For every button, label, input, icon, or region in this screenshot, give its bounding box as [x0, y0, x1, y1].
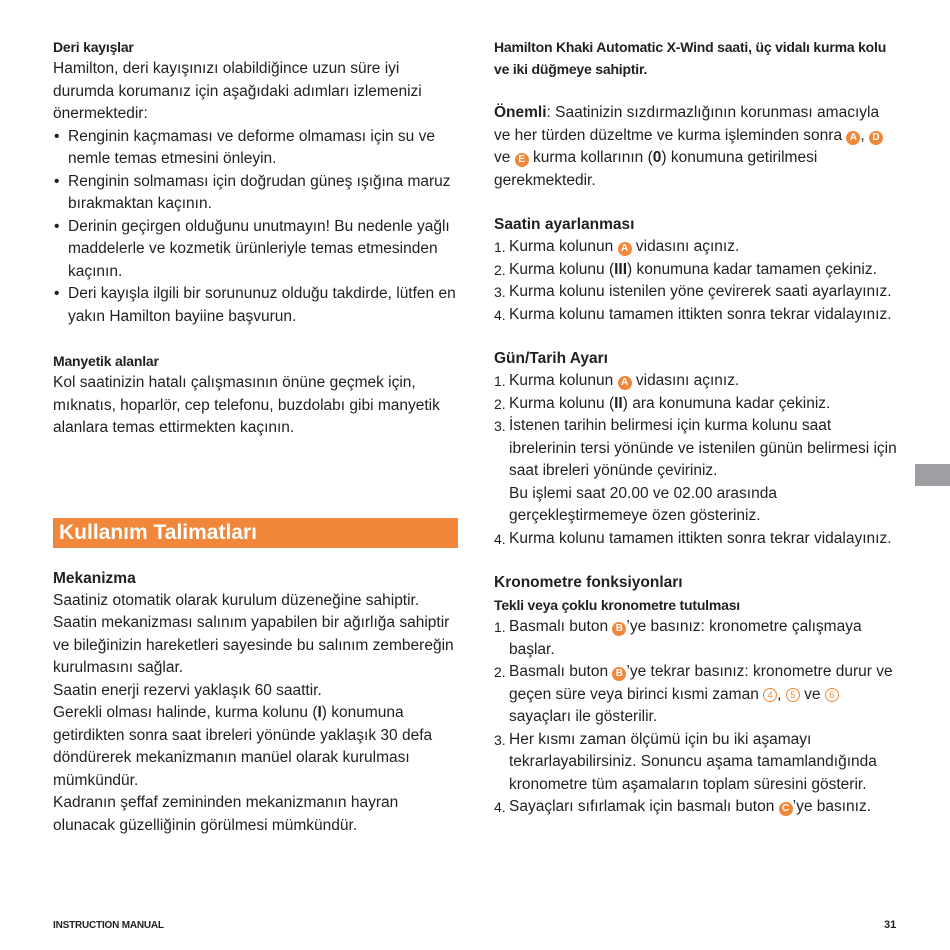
- list-item: 3. Her kısmı zaman ölçümü için bu iki aşamayı tekrarlayabilirsiniz. Sonuncu aşama tamamlandığında kronometre tüm aşamaların toplam süresini gösterir.: [494, 730, 877, 793]
- list-item: 3. Kurma kolunu istenilen yöne çevirerek saati ayarlayınız.: [494, 283, 892, 300]
- time-setting-steps: [494, 236, 899, 326]
- list-item: • Renginin solmaması için doğrudan güneş ışığına maruz bırakmaktan kaçının.: [53, 171, 458, 216]
- list-item: 1. Kurma kolunun A vidasını açınız.: [494, 372, 740, 389]
- list-item: • Deri kayışla ilgili bir sorununuz olduğu takdirde, lütfen en yakın Hamilton bayiine başvurun.: [53, 283, 458, 328]
- leather-bullet-list: [53, 126, 458, 329]
- footer-manual-label: INSTRUCTION MANUAL: [53, 920, 164, 931]
- list-item: • Derinin geçirgen olduğunu unutmayın! Bu nedenle yağlı maddelerle ve kozmetik ürünleriyle temas etmesinden kaçının.: [53, 216, 458, 284]
- list-item: 4. Kurma kolunu tamamen ittikten sonra tekrar vidalayınız.: [494, 529, 892, 547]
- magnetic-fields-text: Kol saatinizin hatalı çalışmasının önüne geçmek için, mıknatıs, hoparlör, cep telefonu, buzdolabı gibi manyetik alanlara temas ettirmekten kaçının.: [53, 374, 440, 436]
- crown-d-icon: D: [869, 131, 883, 145]
- date-setting-steps: [494, 370, 899, 550]
- list-item: 4. Kurma kolunu tamamen ittikten sonra tekrar vidalayınız.: [494, 305, 892, 323]
- counter-4-icon: 4: [763, 688, 777, 702]
- manual-winding-paragraph: Gerekli olması halinde, kurma kolunu (I) konumuna getirdikten sonra saat ibreleri yönünde yaklaşık 30 defa döndürerek mekanizmanın manüel olarak kurulması mümkündür.: [53, 704, 433, 789]
- chronograph-heading: Kronometre fonksiyonları: [494, 574, 683, 591]
- pusher-b-icon: B: [612, 667, 626, 681]
- counter-6-icon: 6: [825, 688, 839, 702]
- list-item: 2. Kurma kolunu (III) konumuna kadar tamamen çekiniz.: [494, 260, 877, 278]
- chronograph-subheading: Tekli veya çoklu kronometre tutulması: [494, 597, 740, 613]
- list-item: 1. Kurma kolunun A vidasını açınız.: [494, 238, 740, 255]
- crown-a-icon: A: [618, 242, 632, 256]
- mechanism-heading: Mekanizma: [53, 569, 136, 587]
- date-setting-heading: Gün/Tarih Ayarı: [494, 350, 608, 367]
- right-column: [494, 36, 899, 819]
- crown-a-icon: A: [846, 131, 860, 145]
- section-tab: [915, 464, 950, 486]
- list-item: 4. Sayaçları sıfırlamak için basmalı buton C ’ye basınız.: [494, 798, 872, 815]
- left-column: [53, 36, 458, 837]
- time-setting-heading: Saatin ayarlanması: [494, 216, 635, 233]
- power-reserve-paragraph: Saatin enerji rezervi yaklaşık 60 saattir.: [53, 681, 322, 699]
- leather-intro: Hamilton, deri kayışınızı olabildiğince uzun süre iyi durumda korumanız için aşağıdaki adımları izlemenizi önermektedir:: [53, 60, 422, 122]
- page-number: 31: [884, 919, 897, 931]
- leather-straps-heading: Deri kayışlar: [53, 39, 134, 55]
- counter-5-icon: 5: [786, 688, 800, 702]
- list-item: 1. Basmalı buton B ’ye basınız: kronometre çalışmaya başlar.: [494, 618, 862, 658]
- pusher-c-icon: C: [779, 802, 793, 816]
- list-item: 2. Kurma kolunu (II) ara konumuna kadar çekiniz.: [494, 394, 831, 412]
- list-item: 3. İstenen tarihin belirmesi için kurma kolunu saat ibrelerinin tersi yönünde ve istenilen günün belirmesi için saat ibreleri yönünde çeviriniz. Bu işlemi saat 20.00 ve 02.00 arasında gerçekleştirmemeye özen gösteriniz.: [494, 417, 897, 524]
- section-banner: Kullanım Talimatları: [53, 518, 458, 548]
- intro-heading: Hamilton Khaki Automatic X-Wind saati, üç vidalı kurma kolu ve iki düğmeye sahiptir.: [494, 39, 887, 77]
- important-note: Önemli: Saatinizin sızdırmazlığının korunması amacıyla ve her türden düzeltme ve kurma işleminden sonra A , D ve E kurma kollarının (0) konumuna getirilmesi gerekmektedir.: [494, 102, 899, 192]
- list-item: 2. Basmalı buton B ’ye tekrar basınız: kronometre durur ve geçen süre veya birinci kısmi zaman 4 , 5 ve 6 sayaçları ile gösterilir.: [494, 663, 893, 725]
- chronograph-steps: [494, 616, 899, 819]
- mechanism-paragraph: Saatiniz otomatik olarak kurulum düzeneğine sahiptir. Saatin mekanizması salınım yapabilen bir ağırlığa sahiptir ve bileğinizin hareketleri sayesinde bu salınım zembereğin kurulmasını sağlar.: [53, 591, 454, 676]
- crown-a-icon: A: [618, 376, 632, 390]
- list-item: • Renginin kaçmaması ve deforme olmaması için su ve nemle temas etmesini önleyin.: [53, 126, 458, 171]
- caseback-paragraph: Kadranın şeffaf zemininden mekanizmanın hayran olunacak güzelliğinin görülmesi mümkündür.: [53, 794, 399, 834]
- crown-e-icon: E: [515, 153, 529, 167]
- pusher-b-icon: B: [612, 622, 626, 636]
- magnetic-fields-heading: Manyetik alanlar: [53, 353, 159, 369]
